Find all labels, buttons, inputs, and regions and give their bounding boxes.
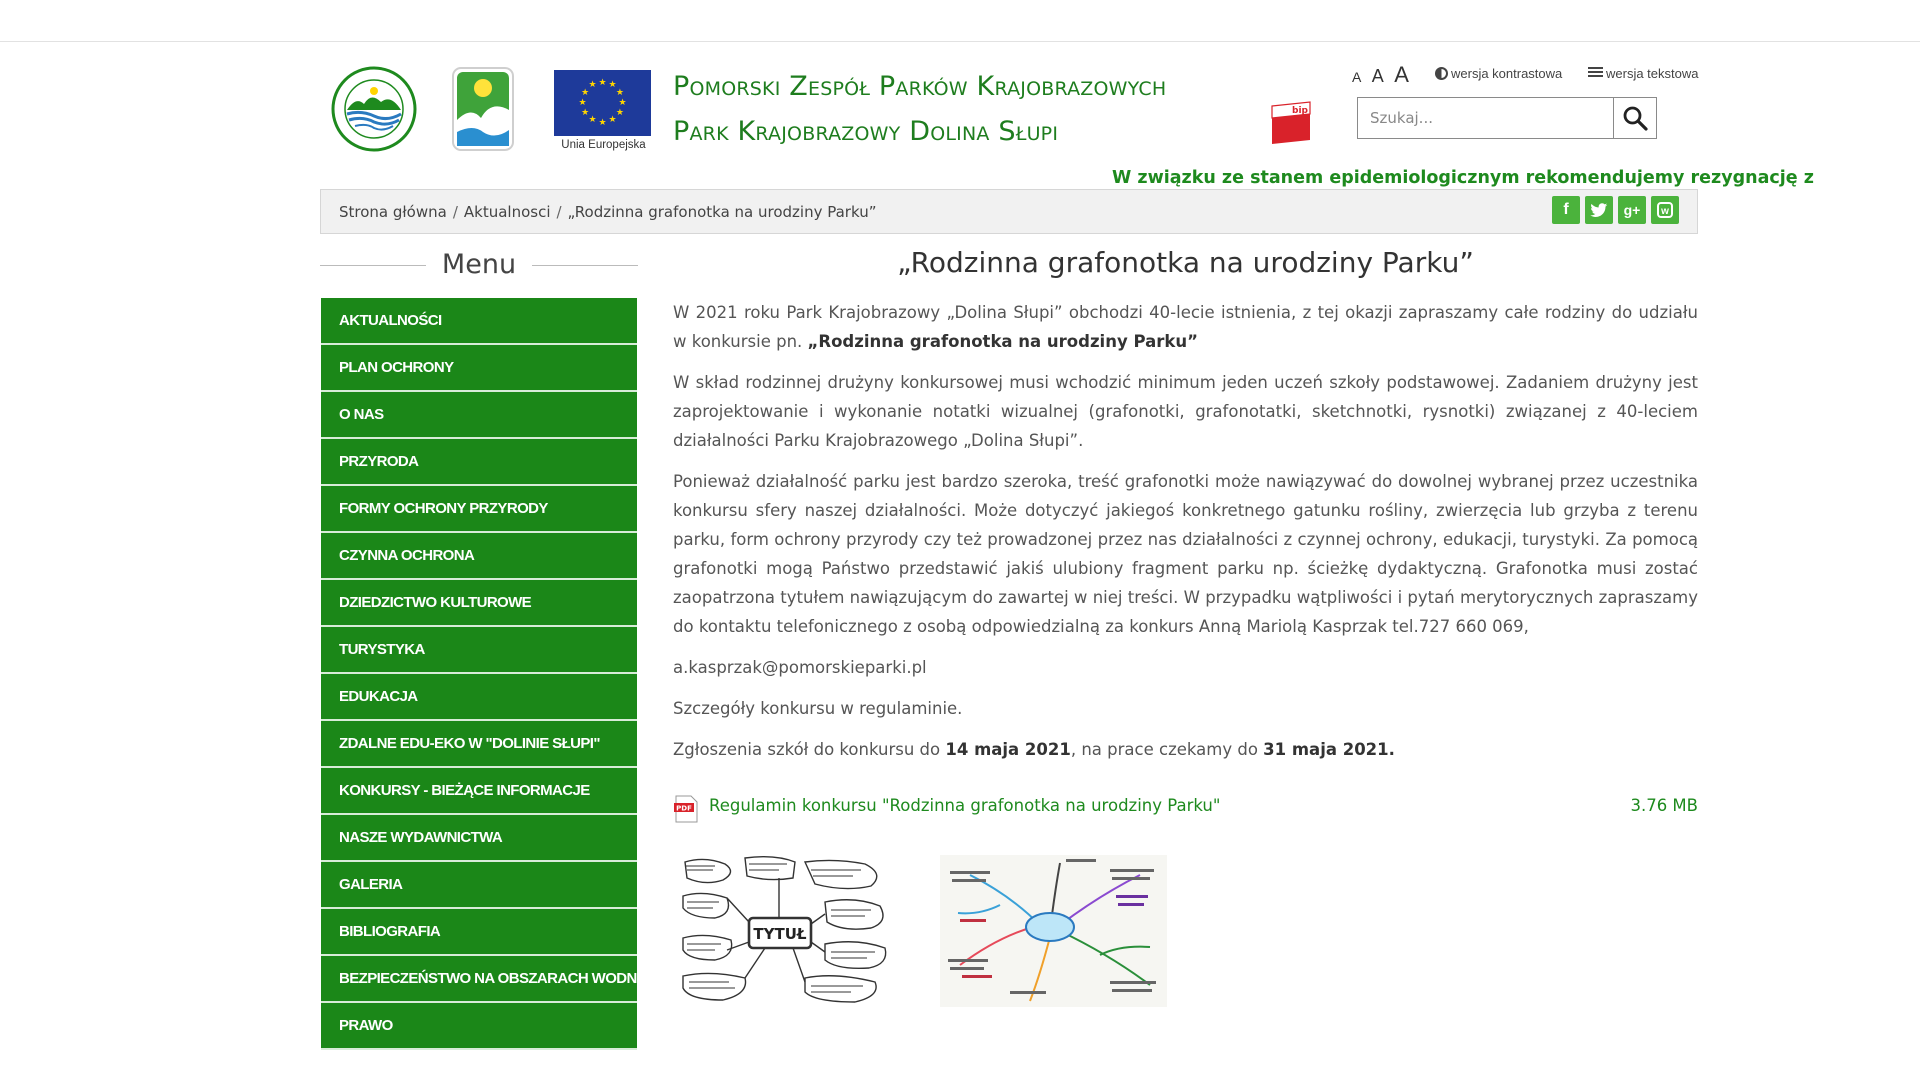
menu-item-formy-ochrony[interactable]: FORMY OCHRONY PRZYRODY	[321, 486, 637, 533]
font-size-small[interactable]: A	[1352, 69, 1362, 85]
facebook-icon[interactable]: f	[1552, 196, 1580, 224]
org-title-line1: Pomorski Zespół Parków Krajobrazowych	[673, 71, 1167, 102]
bip-link[interactable]	[1270, 100, 1313, 148]
contrast-version-link[interactable]	[1435, 66, 1562, 81]
eu-star-icon: ★	[615, 87, 624, 98]
paragraph-regulations: Szczegóły konkursu w regulaminie.	[673, 699, 963, 718]
eu-star-icon: ★	[615, 107, 624, 118]
menu-item-o-nas[interactable]: O NAS	[321, 392, 637, 439]
menu-header	[320, 247, 638, 287]
contrast-icon	[1435, 67, 1448, 80]
bip-icon	[1270, 100, 1313, 148]
search-input[interactable]	[1358, 98, 1613, 138]
menu-header-line-right	[532, 265, 638, 266]
eu-star-icon: ★	[578, 97, 587, 108]
font-size-medium[interactable]: A	[1371, 66, 1384, 86]
menu-item-prawo[interactable]: PRAWO	[321, 1003, 637, 1050]
social-share	[1552, 196, 1679, 224]
eu-star-icon: ★	[588, 80, 597, 91]
menu-item-zdalne-edu-eko[interactable]: ZDALNE EDU-EKO W "DOLINIE SŁUPI"	[321, 721, 637, 768]
contact-email[interactable]: a.kasprzak@pomorskieparki.pl	[673, 658, 927, 677]
text-lines-icon	[1588, 67, 1603, 79]
attachment-row	[673, 793, 1698, 825]
search-button[interactable]	[1613, 98, 1656, 138]
eu-caption: Unia Europejska	[561, 139, 646, 151]
pzpk-logo-graphic	[331, 66, 417, 152]
eu-logo[interactable]	[554, 70, 653, 154]
sketchnote-drawing	[675, 852, 895, 1008]
mindmap-drawing	[940, 855, 1167, 1007]
breadcrumb-separator: /	[452, 203, 458, 221]
bip-label: bip	[1292, 106, 1308, 116]
pdf-icon	[673, 795, 699, 823]
contrast-label: wersja kontrastowa	[1451, 66, 1563, 81]
twitter-bird-glyph	[1590, 203, 1608, 218]
font-size-large[interactable]: A	[1394, 62, 1409, 87]
eu-star-icon: ★	[588, 114, 597, 125]
deadline-works: 31 maja 2021	[1263, 740, 1389, 759]
paragraph-deadlines	[673, 735, 1698, 764]
gallery-thumbnail-sketchnote-2[interactable]	[940, 855, 1167, 1007]
eu-star-icon: ★	[618, 97, 627, 108]
org-title-line2: Park Krajobrazowy Dolina Słupi	[673, 116, 1059, 147]
menu-item-przyroda[interactable]: PRZYRODA	[321, 439, 637, 486]
menu-item-dziedzictwo[interactable]: DZIEDZICTWO KULTUROWE	[321, 580, 637, 627]
search-icon	[1622, 105, 1648, 131]
deadline-text-a: Zgłoszenia szkół do konkursu do	[673, 740, 946, 759]
search-box	[1357, 97, 1657, 139]
menu-item-galeria[interactable]: GALERIA	[321, 862, 637, 909]
contest-name: „Rodzinna grafonotka na urodziny Parku”	[807, 332, 1198, 351]
text-version-label: wersja tekstowa	[1606, 66, 1699, 81]
text-version-link[interactable]	[1588, 66, 1698, 81]
breadcrumb	[339, 203, 876, 221]
gallery-thumbnail-sketchnote-1[interactable]	[675, 852, 895, 1008]
wykop-letter: w	[1661, 206, 1669, 217]
menu-item-edukacja[interactable]: EDUKACJA	[321, 674, 637, 721]
eu-star-icon: ★	[608, 114, 617, 125]
menu-item-bibliografia[interactable]: BIBLIOGRAFIA	[321, 909, 637, 956]
article-title: „Rodzinna grafonotka na urodziny Parku”	[897, 246, 1474, 279]
breadcrumb-current: „Rodzinna grafonotka na urodziny Parku”	[567, 203, 877, 221]
breadcrumb-home[interactable]: Strona główna	[339, 203, 447, 221]
eu-flag	[554, 70, 651, 136]
menu-item-bezpieczenstwo[interactable]: BEZPIECZEŃSTWO NA OBSZARACH WODNYCH	[321, 956, 637, 1003]
intro-text: W 2021 roku Park Krajobrazowy „Dolina Słupi” obchodzi 40-lecie istnienia, z tej okazji zapraszamy całe rodziny do udziału w konkursie pn.	[673, 303, 1698, 351]
eu-star-icon: ★	[581, 87, 590, 98]
wykop-glyph	[1657, 202, 1673, 218]
pzpk-logo[interactable]	[331, 66, 417, 152]
menu-item-plan-ochrony[interactable]: PLAN OCHRONY	[321, 345, 637, 392]
breadcrumb-section[interactable]: Aktualnosci	[463, 203, 551, 221]
paragraph-team: W skład rodzinnej drużyny konkursowej musi wchodzić minimum jeden uczeń szkoły podstawowej. Zadaniem drużyny jest zaprojektowanie i wykonanie notatki wizualnej (grafonotki, grafonotatki, sketchnotki, rysnotki) związanej z 40-leciem działalności Parku Krajobrazowego „Dolina Słupi”.	[673, 373, 1698, 450]
deadline-schools: 14 maja 2021	[945, 740, 1071, 759]
twitter-icon[interactable]	[1585, 196, 1613, 224]
breadcrumb-separator: /	[556, 203, 562, 221]
eu-star-icon: ★	[608, 80, 617, 91]
menu-title: Menu	[441, 249, 517, 280]
attachment-size: 3.76 MB	[1630, 796, 1698, 815]
paragraph-intro	[673, 298, 1698, 356]
menu-item-konkursy[interactable]: KONKURSY - BIEŻĄCE INFORMACJE	[321, 768, 637, 815]
eu-star-icon: ★	[581, 107, 590, 118]
paragraph-details: Ponieważ działalność parku jest bardzo szeroka, treść grafonotki może nawiązywać do dowolnej wybranej przez uczestnika konkursu sfery naszej działalności. Może dotyczyć jakiegoś konkretnego gatunku rośliny, zwierzęcia lub grzyba z terenu parku, form ochrony przyrody czy też prowadzonej przez nas działalności z czynnej ochrony, edukacji, turystyki. Za pomocą grafonotki mogą Państwo przedstawić jakiś ulubiony fragment parku np. ścieżkę dydaktyczną. Grafonotka musi zostać zaopatrzona tytułem nawiązującym do zawartej w niej treści. W przypadku wątpliwości i pytań merytorycznych zapraszamy do kontaktu telefonicznego z osobą odpowiedzialną za konkurs Anną Mariolą Kasprzak tel.727 660 069,	[673, 472, 1698, 636]
deadline-end: .	[1388, 740, 1395, 759]
eu-star-icon: ★	[598, 117, 607, 128]
deadline-text-b: , na prace czekamy do	[1070, 740, 1264, 759]
menu-item-aktualnosci[interactable]: AKTUALNOŚCI	[321, 298, 637, 345]
google-plus-icon[interactable]: g+	[1618, 196, 1646, 224]
sketchnote-title-word: TYTUŁ	[753, 925, 807, 943]
attachment-link[interactable]: Regulamin konkursu "Rodzinna grafonotka na urodziny Parku"	[709, 796, 1221, 815]
article-body	[673, 298, 1698, 776]
menu-item-turystyka[interactable]: TURYSTYKA	[321, 627, 637, 674]
epidemic-ticker[interactable]: W związku ze stanem epidemiologicznym rekomendujemy rezygnację z	[1112, 168, 1814, 188]
park-dolina-slupi-logo[interactable]	[451, 66, 515, 152]
top-divider	[0, 41, 1920, 42]
menu-item-wydawnictwa[interactable]: NASZE WYDAWNICTWA	[321, 815, 637, 862]
eu-star-icon: ★	[598, 77, 607, 88]
org-title[interactable]	[673, 64, 1166, 154]
font-size-controls	[1352, 62, 1415, 88]
breadcrumb-bar	[320, 189, 1698, 234]
park-logo-graphic	[451, 66, 515, 152]
pdf-icon-label: PDF	[676, 804, 692, 813]
wykop-icon[interactable]	[1651, 196, 1679, 224]
menu-item-czynna-ochrona[interactable]: CZYNNA OCHRONA	[321, 533, 637, 580]
sidebar-menu	[321, 298, 667, 1050]
